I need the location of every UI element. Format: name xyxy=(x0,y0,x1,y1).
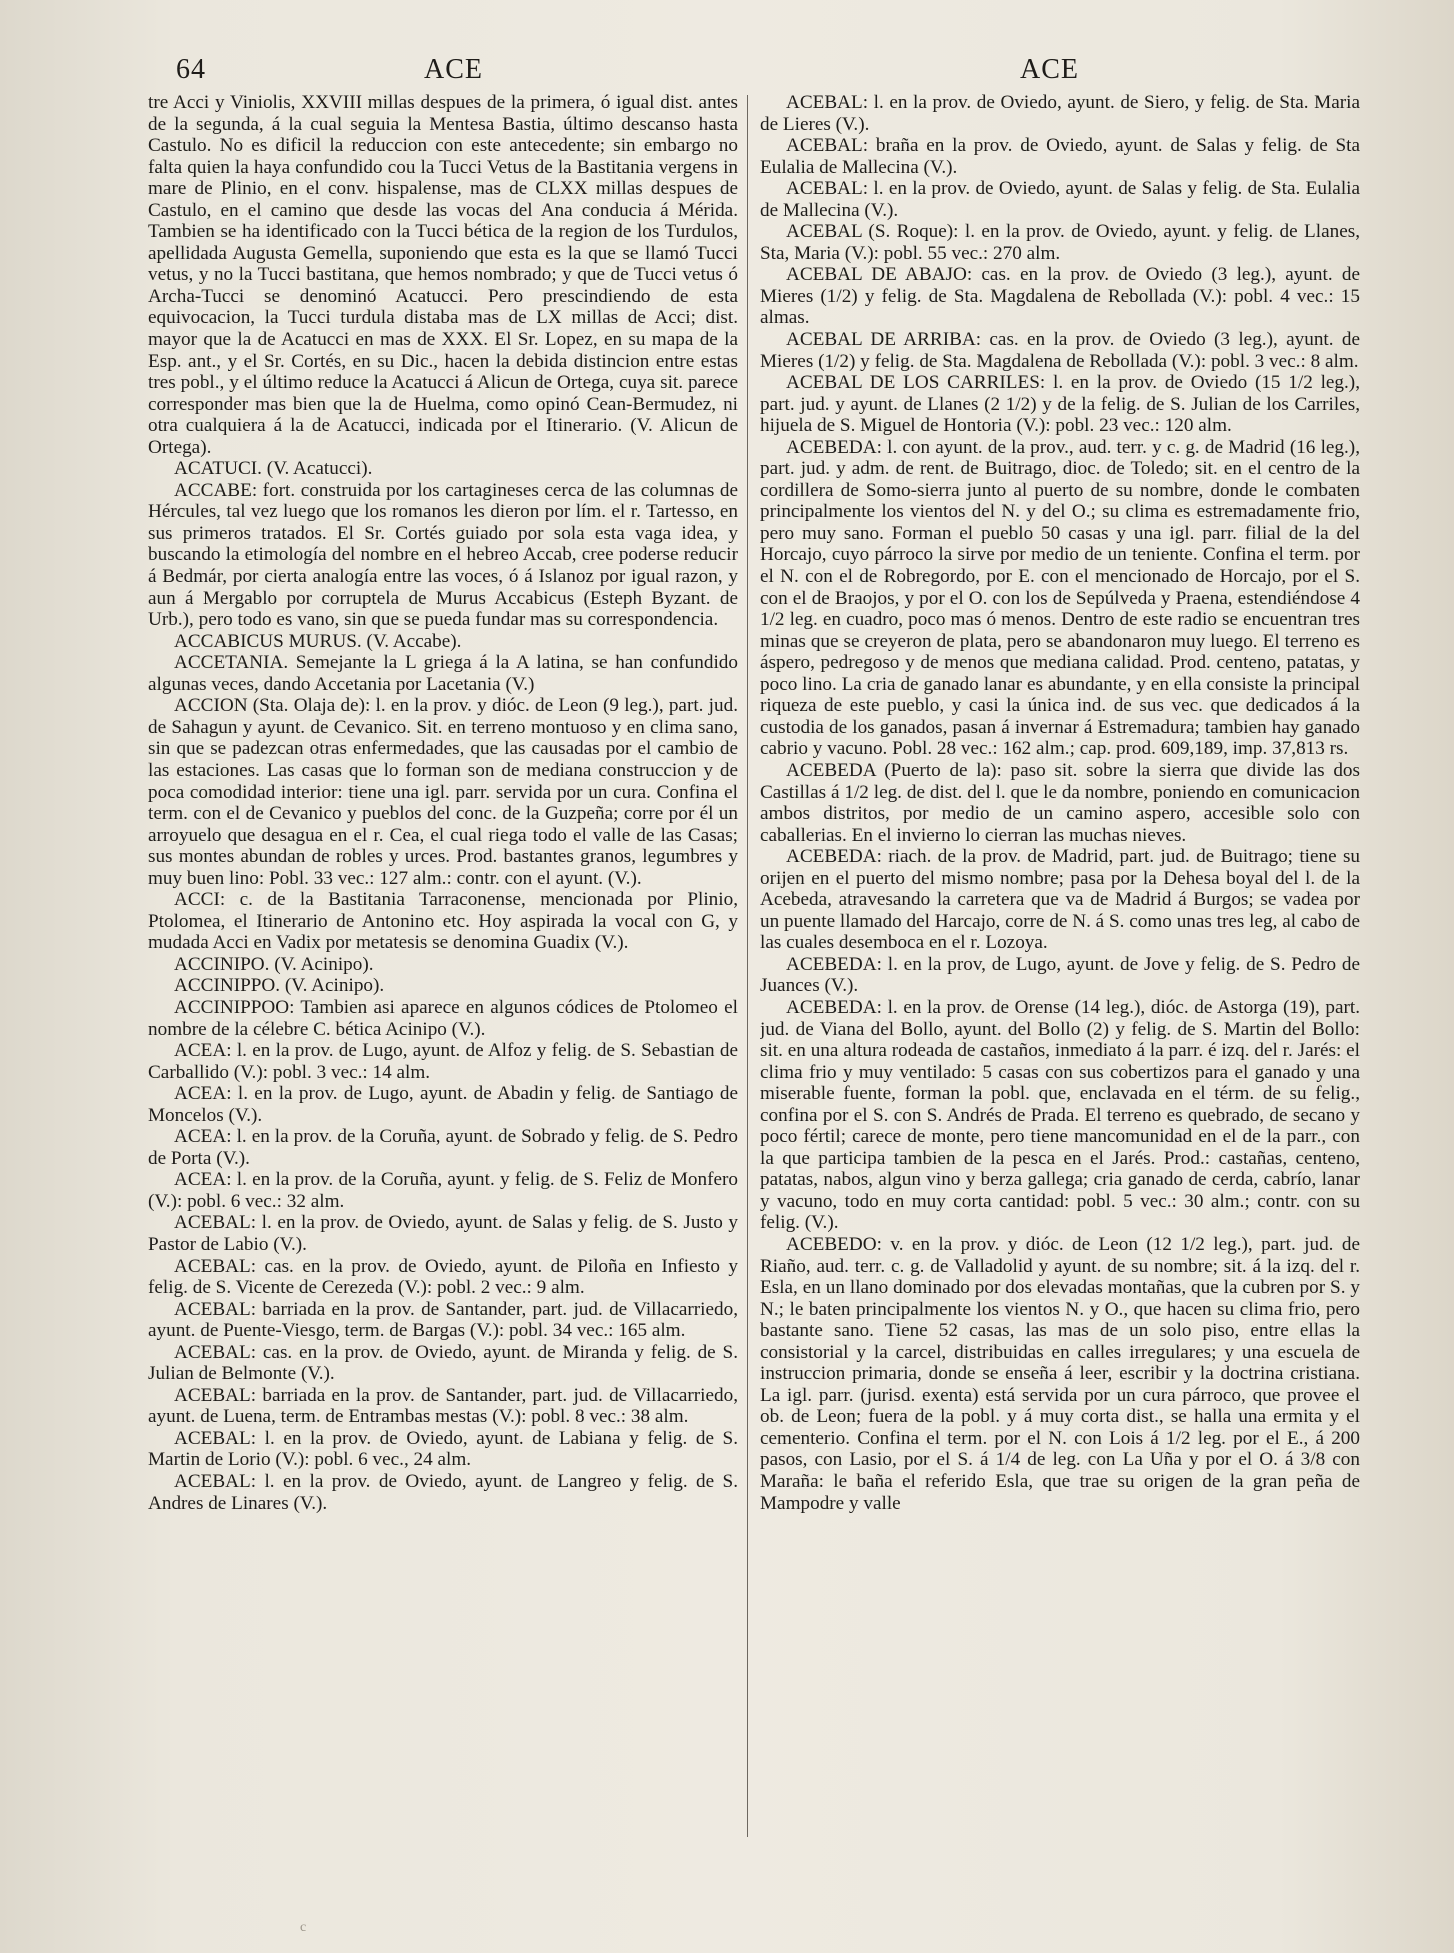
column-divider xyxy=(747,95,748,1837)
entry-paragraph: ACEBEDO: v. en la prov. y dióc. de Leon (12 1/2 leg.), part. jud. de Riaño, aud. terr. c. g. de Valladolid y ayunt. de su nombre; sit. á la izq. del r. Esla, en un llano dominado por dos elevadas montañas, que la cubren por S. y N.; le baten principalmente los vientos N. y O., que hacen su clima frio, pero bastante sano. Tiene 52 casas, las mas de un solo piso, entre ellas la consistorial y la carcel, distribuidas en calles irregulares; y una escuela de instruccion primaria, donde se enseña á leer, escribir y la doctrina cristiana. La igl. parr. (jurisd. exenta) está servida por un cura párroco, que provee el ob. de Leon; fuera de la pobl. y á muy corta dist., se halla una ermita y el cementerio. Confina el term. por el N. con Lois á 1/2 leg. por el E., á 200 pasos, con Lasio, por el S. á 1/4 de leg. con La Uña y por el O. á 3/8 con Maraña: le baña el referido Esla, que trae su origen de la gran peña de Mampodre y valle xyxy=(760,1233,1360,1514)
entry-paragraph: ACCINIPPOO: Tambien asi aparece en algunos códices de Ptolomeo el nombre de la célebre C. bética Acinipo (V.). xyxy=(148,996,738,1040)
entry-paragraph: ACEBAL: l. en la prov. de Oviedo, ayunt. de Labiana y felig. de S. Martin de Lorio (V.): pobl. 6 vec., 24 alm. xyxy=(148,1427,738,1471)
entry-paragraph: ACEBEDA (Puerto de la): paso sit. sobre la sierra que divide las dos Castillas á 1/2 leg. de dist. del l. que le da nombre, poniendo en comunicacion ambos distritos, por medio de un camino aspero, accesible solo con caballerias. En el invierno lo cierran las muchas nieves. xyxy=(760,759,1360,846)
entry-paragraph: ACCI: c. de la Bastitania Tarraconense, mencionada por Plinio, Ptolomea, el Itinerario de Antonino etc. Hoy aspirada la vocal con G, y mudada Acci en Vadix por metatesis se denomina Guadix (V.). xyxy=(148,889,738,954)
right-running-head: ACE xyxy=(1020,54,1079,85)
entry-paragraph: ACEBAL DE ABAJO: cas. en la prov. de Oviedo (3 leg.), ayunt. de Mieres (1/2) y felig. de Sta. Magdalena de Rebollada (V.): pobl. 4 vec.: 15 almas. xyxy=(760,264,1360,329)
entry-paragraph: ACEA: l. en la prov. de la Coruña, ayunt. y felig. de S. Feliz de Monfero (V.): pobl. 6 vec.: 32 alm. xyxy=(148,1169,738,1212)
entry-paragraph: ACATUCI. (V. Acatucci). xyxy=(174,458,373,480)
entry-paragraph: ACCINIPPO. (V. Acinipo). xyxy=(174,975,385,997)
entry-paragraph: tre Acci y Viniolis, XXVIII millas despues de la primera, ó igual dist. antes de la segunda, á la cual seguia la Mentesa Bastia, último descanso hasta Castulo. No es dificil la reduccion con este antecedente; sin embargo no falta quien la haya confundido cou la Tucci Vetus de la Bastitania vergens in mare de Plinio, en el conv. hispalense, mas de CLXX millas despues de Castulo, en el camino que desde las vocas del Ana conducia á Mérida. Tambien se ha identificado con la Tucci bética de la region de los Turdulos, apellidada Augusta Gemella, suponiendo que esta es la que se llamó Tucci vetus, y no la Tucci bastitana, que hemos nombrado; y que de Tucci vetus ó Archa-Tucci se denominó Acatucci. Pero prescindiendo de esta equivocacion, la Tucci turdula distaba mas de LX millas de Acci; dist. mayor que la de Acatucci en mas de XXX. El Sr. Lopez, en su mapa de la Esp. ant., y el Sr. Cortés, en su Dic., hacen la debida distincion entre estas tres pobl., y el último reduce la Acatucci á Alicun de Ortega, cuya sit. parece corresponder mas bien que la de Huelma, como opinó Cean-Bermudez, ni otra cualquiera á la de Acatucci, indicada por el Itinerario. (V. Alicun de Ortega). xyxy=(148,92,738,458)
running-header xyxy=(0,54,1454,94)
entry-paragraph: ACEBEDA: l. con ayunt. de la prov., aud. terr. y c. g. de Madrid (16 leg.), part. jud. y adm. de rent. de Buitrago, dioc. de Toledo; sit. en el centro de la cordillera de Somo-sierra junto al puerto de su nombre, donde le combaten principalmente los vientos del N. y del O.; su clima es estremadamente frio, pero muy sano. Forman el pueblo 50 casas y una igl. parr. filial de la del Horcajo, cuyo párroco la sirve por medio de un teniente. Confina el term. por el N. con el de Robregordo, por E. con el mencionado de Horcajo, por el S. con el de Braojos, y por el O. con los de Sepúlveda y Praena, estendiéndose 4 1/2 leg. en cuadro, poco mas ó menos. Dentro de este radio se encuentran tres minas que se creyeron de plata, pero se abandonaron muy luego. El terreno es áspero, pedregoso y de menos que mediana calidad. Prod. centeno, patatas, y poco lino. La cria de ganado lanar es abundante, y en ella consiste la principal riqueza de este pueblo, y casi la única ind. de sus vec. que dedicados á la custodia de los ganados, pasan á invernar á Estremadura; tambien hay ganado cabrio y vacuno. Pobl. 28 vec.: 162 alm.; cap. prod. 609,189, imp. 37,813 rs. xyxy=(760,436,1360,760)
entry-paragraph: ACEBAL: cas. en la prov. de Oviedo, ayunt. de Piloña en Infiesto y felig. de S. Vicente de Cerezeda (V.): pobl. 2 vec.: 9 alm. xyxy=(148,1255,738,1299)
entry-paragraph: ACEBAL: barriada en la prov. de Santander, part. jud. de Villacarriedo, ayunt. de Luena, term. de Entrambas mestas (V.): pobl. 8 vec.: 38 alm. xyxy=(148,1384,738,1428)
footer-mark: c xyxy=(300,1920,307,1935)
entry-paragraph: ACEBAL: barriada en la prov. de Santander, part. jud. de Villacarriedo, ayunt. de Puente-Viesgo, term. de Bargas (V.): pobl. 34 vec.: 165 alm. xyxy=(148,1298,738,1342)
entry-paragraph: ACEBAL: l. en la prov. de Oviedo, ayunt. de Siero, y felig. de Sta. Maria de Lieres (V.). xyxy=(760,92,1360,135)
entry-paragraph: ACCETANIA. Semejante la L griega á la A latina, se han confundido algunas veces, dando Accetania por Lacetania (V.) xyxy=(148,652,738,695)
entry-paragraph: ACEA: l. en la prov. de Lugo, ayunt. de Alfoz y felig. de S. Sebastian de Carballido (V.): pobl. 3 vec.: 14 alm. xyxy=(148,1040,738,1083)
right-column xyxy=(760,92,1360,1862)
left-column xyxy=(148,92,738,1862)
entry-paragraph: ACEBAL: l. en la prov. de Oviedo, ayunt. de Salas y felig. de S. Justo y Pastor de Labio (V.). xyxy=(148,1212,738,1255)
entry-paragraph: ACEBAL: l. en la prov. de Oviedo, ayunt. de Langreo y felig. de S. Andres de Linares (V.). xyxy=(148,1471,738,1514)
entry-paragraph: ACEBEDA: l. en la prov. de Orense (14 leg.), dióc. de Astorga (19), part. jud. de Viana del Bollo, ayunt. del Bollo (2) y felig. de S. Martin del Bollo: sit. en una altura rodeada de castaños, inmediato á la parr. é izq. del r. Jarés: el clima frio y muy ventilado: 5 casas con sus cobertizos para el ganado y una miserable fuente, forman la pobl. que, enclavada en el térm. de su felig., confina por el S. con S. Andrés de Prada. El terreno es quebrado, de secano y poco fértil; carece de monte, pero tiene mancomunidad en el de la parr., con la que participa tambien de la pesca en el Jarés. Prod.: castañas, centeno, patatas, nabos, algun vino y berza gallega; cria ganado de cerda, cabrío, lanar y vacuno, todo en muy corta cantidad: pobl. 5 vec.: 30 alm.; contr. con su felig. (V.). xyxy=(760,996,1360,1234)
entry-paragraph: ACEBAL: cas. en la prov. de Oviedo, ayunt. de Miranda y felig. de S. Julian de Belmonte (V.). xyxy=(148,1341,738,1385)
page-number: 64 xyxy=(176,54,206,85)
entry-paragraph: ACEBAL DE ARRIBA: cas. en la prov. de Oviedo (3 leg.), ayunt. de Mieres (1/2) y felig. de Sta. Magdalena de Rebollada (V.): pobl. 3 vec.: 8 alm. xyxy=(760,329,1360,372)
entry-paragraph: ACEBEDA: riach. de la prov. de Madrid, part. jud. de Buitrago; tiene su orijen en el puerto del mismo nombre; pasa por la Dehesa boyal del l. de la Acebeda, atravesando la carretera que va de Madrid á Burgos; se vadea por un puente llamado del Harcajo, corre de N. á S. como unas tres leg, al cabo de las cuales desemboca en el r. Lozoya. xyxy=(760,846,1360,954)
entry-paragraph: ACEA: l. en la prov. de la Coruña, ayunt. de Sobrado y felig. de S. Pedro de Porta (V.). xyxy=(148,1126,738,1169)
entry-paragraph: ACCION (Sta. Olaja de): l. en la prov. y dióc. de Leon (9 leg.), part. jud. de Sahagun y ayunt. de Cevanico. Sit. en terreno montuoso y en clima sano, sin que se padezcan otras enfermedades, que las causadas por el cambio de las estaciones. Las casas que lo forman son de mediana construccion y de poca comodidad interior: tiene una igl. parr. servida por un cura. Confina el term. con el de Cevanico y pueblos del conc. de la Guzpeña; corre por él un arroyuelo que desagua en el r. Cea, el cual riega todo el valle de las Casas; sus montes abundan de robles y urces. Prod. bastantes granos, legumbres y muy buen lino: Pobl. 33 vec.: 127 alm.: contr. con el ayunt. (V.). xyxy=(148,695,738,889)
entry-paragraph: ACEBAL (S. Roque): l. en la prov. de Oviedo, ayunt. y felig. de Llanes, Sta, Maria (V.): pobl. 55 vec.: 270 alm. xyxy=(760,221,1360,264)
entry-paragraph: ACEA: l. en la prov. de Lugo, ayunt. de Abadin y felig. de Santiago de Moncelos (V.). xyxy=(148,1083,738,1126)
entry-paragraph: ACCABE: fort. construida por los cartagineses cerca de las columnas de Hércules, tal vez luego que los romanos les dieron por lím. el r. Tartesso, en sus primeros tratados. El Sr. Cortés guiado por sola esta vaga idea, y buscando la etimología del nombre en el hebreo Accab, cree poderse reducir á Bedmár, por cierta analogía entre las voces, ó á Islanoz por igual razon, y aun á Mergablo por corruptela de Murus Accabicus (Esteph Byzant. de Urb.), pero todo es vano, sin que se pueda fundar mas su correspondencia. xyxy=(148,479,738,631)
entry-paragraph: ACCABICUS MURUS. (V. Accabe). xyxy=(174,630,462,652)
entry-paragraph: ACEBAL: l. en la prov. de Oviedo, ayunt. de Salas y felig. de Sta. Eulalia de Mallecina (V.). xyxy=(760,178,1360,221)
left-running-head: ACE xyxy=(424,54,483,85)
entry-paragraph: ACEBEDA: l. en la prov, de Lugo, ayunt. de Jove y felig. de S. Pedro de Juances (V.). xyxy=(760,953,1360,997)
entry-paragraph: ACEBAL DE LOS CARRILES: l. en la prov. de Oviedo (15 1/2 leg.), part. jud. y ayunt. de Llanes (2 1/2) y de la felig. de S. Julian de los Carriles, hijuela de S. Miguel de Hontoria (V.): pobl. 23 vec.: 120 alm. xyxy=(760,372,1360,437)
entry-paragraph: ACEBAL: braña en la prov. de Oviedo, ayunt. de Salas y felig. de Sta Eulalia de Mallecina (V.). xyxy=(760,135,1360,178)
entry-paragraph: ACCINIPO. (V. Acinipo). xyxy=(174,953,374,975)
